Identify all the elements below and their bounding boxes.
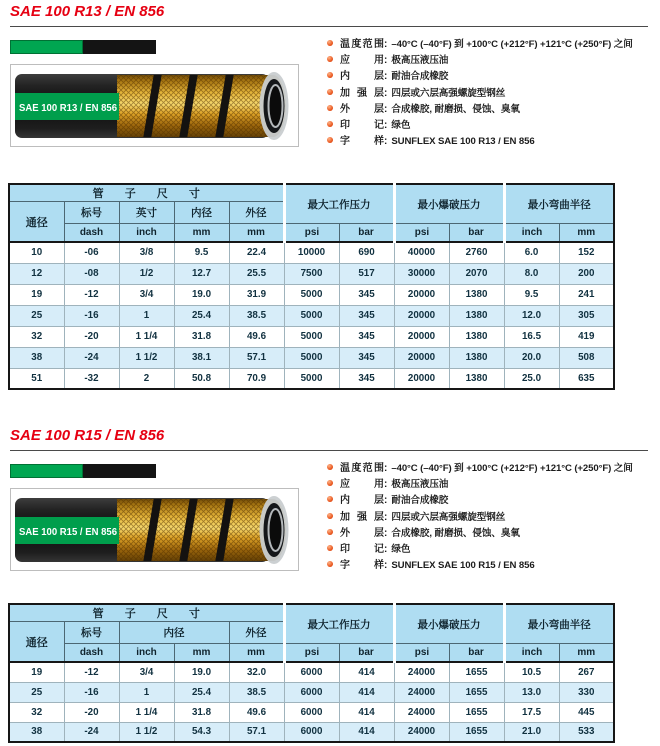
- table-cell: 200: [559, 263, 614, 284]
- table-cell: 152: [559, 242, 614, 263]
- spec-list: [327, 35, 659, 148]
- table-cell: 6.0: [504, 242, 559, 263]
- table-cell: 10.5: [504, 662, 559, 682]
- spec-table-wrap: [8, 603, 615, 743]
- table-cell: 19.0: [174, 662, 229, 682]
- unit-header: psi: [394, 644, 449, 663]
- bullet-icon: [327, 121, 333, 127]
- table-cell: 20000: [394, 284, 449, 305]
- table-cell: -16: [64, 305, 119, 326]
- table-cell: 1380: [449, 347, 504, 368]
- table-cell: -24: [64, 722, 119, 742]
- table-cell: 5000: [284, 347, 339, 368]
- column-header: 最小弯曲半径: [504, 184, 614, 224]
- table-cell: 445: [559, 702, 614, 722]
- green-swatch: [10, 40, 83, 54]
- table-cell: 24000: [394, 722, 449, 742]
- table-cell: 49.6: [229, 702, 284, 722]
- table-cell: 414: [339, 722, 394, 742]
- table-cell: 345: [339, 305, 394, 326]
- spec-colon: :: [384, 463, 388, 474]
- spec-item: [327, 100, 659, 116]
- table-cell: 1: [119, 305, 174, 326]
- spec-label: 应用: [340, 479, 384, 491]
- table-cell: 21.0: [504, 722, 559, 742]
- table-cell: 1380: [449, 284, 504, 305]
- hose-image-frame: [10, 64, 299, 147]
- table-cell: 20000: [394, 347, 449, 368]
- table-row: [9, 326, 614, 347]
- table-cell: 50.8: [174, 368, 229, 389]
- spec-item: [327, 459, 659, 475]
- table-row: [9, 284, 614, 305]
- table-cell: 25.4: [174, 682, 229, 702]
- spec-label: 字样: [340, 560, 384, 572]
- table-cell: 49.6: [229, 326, 284, 347]
- spec-colon: :: [384, 495, 388, 507]
- table-cell: 1655: [449, 722, 504, 742]
- table-cell: 22.4: [229, 242, 284, 263]
- table-cell: 1655: [449, 682, 504, 702]
- table-unit-row: [9, 644, 614, 663]
- spec-colon: :: [384, 560, 388, 572]
- spec-item: [327, 51, 659, 67]
- spec-value: 四层或六层高强螺旋型钢丝: [391, 511, 506, 523]
- table-cell: 1 1/4: [119, 326, 174, 347]
- table-cell: 19: [9, 662, 64, 682]
- table-cell: 267: [559, 662, 614, 682]
- unit-header: mm: [174, 644, 229, 663]
- table-row: [9, 722, 614, 742]
- unit-header: bar: [449, 224, 504, 243]
- table-cell: 345: [339, 347, 394, 368]
- spec-label: 加强层: [340, 511, 384, 523]
- unit-header: dash: [64, 644, 119, 663]
- table-cell: 19: [9, 284, 64, 305]
- bullet-icon: [327, 464, 333, 470]
- bullet-icon: [327, 496, 333, 502]
- table-cell: 345: [339, 284, 394, 305]
- hose-label: SAE 100 R13 / EN 856: [19, 103, 118, 114]
- table-cell: 1/2: [119, 263, 174, 284]
- column-header: 标号: [64, 622, 119, 644]
- spec-colon: :: [384, 543, 388, 555]
- table-cell: 1380: [449, 326, 504, 347]
- spec-value: –40°C (–40°F) 到 +100°C (+212°F) +121°C (+250°F) 之间: [391, 39, 633, 50]
- spec-table: [8, 603, 615, 743]
- spec-label: 应用: [340, 55, 384, 67]
- color-swatches: [10, 40, 156, 54]
- title-divider: [10, 450, 648, 451]
- hose-image-frame: [10, 488, 299, 571]
- unit-header: inch: [119, 224, 174, 243]
- color-swatches: [10, 464, 156, 478]
- unit-header: inch: [504, 224, 559, 243]
- spec-colon: :: [384, 103, 388, 115]
- table-cell: 20000: [394, 305, 449, 326]
- spec-item: [327, 132, 659, 148]
- table-cell: 38: [9, 347, 64, 368]
- table-cell: 345: [339, 326, 394, 347]
- table-cell: 10: [9, 242, 64, 263]
- table-row: [9, 368, 614, 389]
- spec-item: [327, 491, 659, 507]
- table-cell: 20000: [394, 326, 449, 347]
- spec-item: [327, 116, 659, 132]
- black-swatch: [83, 464, 156, 478]
- table-cell: 690: [339, 242, 394, 263]
- bullet-icon: [327, 545, 333, 551]
- table-row: [9, 242, 614, 263]
- table-cell: 38: [9, 722, 64, 742]
- title-divider: [10, 26, 648, 27]
- table-cell: 31.8: [174, 702, 229, 722]
- column-header: 通径: [9, 622, 64, 663]
- table-cell: 414: [339, 662, 394, 682]
- spec-colon: :: [384, 55, 388, 67]
- bullet-icon: [327, 105, 333, 111]
- table-row: [9, 702, 614, 722]
- column-header: 英寸: [119, 202, 174, 224]
- unit-header: bar: [339, 644, 394, 663]
- spec-value: 极高压液压油: [391, 479, 449, 491]
- table-cell: 24000: [394, 682, 449, 702]
- table-cell: 25: [9, 682, 64, 702]
- table-cell: 32.0: [229, 662, 284, 682]
- column-header: 管 子 尺 寸: [9, 604, 284, 622]
- table-cell: 635: [559, 368, 614, 389]
- unit-header: psi: [284, 224, 339, 243]
- table-cell: 25: [9, 305, 64, 326]
- unit-header: bar: [339, 224, 394, 243]
- spec-label: 温度范围: [340, 463, 384, 474]
- unit-header: psi: [394, 224, 449, 243]
- spec-value: 绿色: [391, 543, 411, 555]
- spec-colon: :: [384, 136, 388, 148]
- table-cell: 414: [339, 682, 394, 702]
- unit-header: mm: [174, 224, 229, 243]
- column-header: 最小弯曲半径: [504, 604, 614, 644]
- spec-value: 绿色: [391, 119, 411, 131]
- spec-value: 耐油合成橡胶: [391, 495, 449, 507]
- table-cell: 8.0: [504, 263, 559, 284]
- unit-header: mm: [229, 224, 284, 243]
- spec-item: [327, 540, 659, 556]
- table-cell: -12: [64, 662, 119, 682]
- table-cell: 6000: [284, 702, 339, 722]
- table-cell: 5000: [284, 305, 339, 326]
- table-cell: 10000: [284, 242, 339, 263]
- spec-colon: :: [384, 479, 388, 491]
- table-cell: 305: [559, 305, 614, 326]
- unit-header: inch: [504, 644, 559, 663]
- table-cell: 6000: [284, 662, 339, 682]
- table-cell: 1655: [449, 662, 504, 682]
- table-cell: 57.1: [229, 347, 284, 368]
- spec-label: 印记: [340, 543, 384, 555]
- column-header: 最大工作压力: [284, 184, 394, 224]
- table-cell: 1380: [449, 368, 504, 389]
- section-r15: [0, 424, 660, 746]
- table-cell: 12.0: [504, 305, 559, 326]
- bullet-icon: [327, 529, 333, 535]
- spec-label: 字样: [340, 136, 384, 148]
- table-cell: 20.0: [504, 347, 559, 368]
- table-row: [9, 347, 614, 368]
- table-cell: 7500: [284, 263, 339, 284]
- table-row: [9, 662, 614, 682]
- table-cell: 25.0: [504, 368, 559, 389]
- table-cell: 38.1: [174, 347, 229, 368]
- spec-table: [8, 183, 615, 390]
- table-cell: 32: [9, 702, 64, 722]
- unit-header: bar: [449, 644, 504, 663]
- spec-label: 加强层: [340, 87, 384, 99]
- table-cell: 330: [559, 682, 614, 702]
- table-cell: 20000: [394, 368, 449, 389]
- spec-list: [327, 459, 659, 572]
- table-cell: -20: [64, 702, 119, 722]
- column-header: 标号: [64, 202, 119, 224]
- column-header: 管 子 尺 寸: [9, 184, 284, 202]
- column-header: 通径: [9, 202, 64, 243]
- black-swatch: [83, 40, 156, 54]
- spec-value: 四层或六层高强螺旋型钢丝: [391, 87, 506, 99]
- bullet-icon: [327, 56, 333, 62]
- table-cell: 57.1: [229, 722, 284, 742]
- table-cell: 25.5: [229, 263, 284, 284]
- table-cell: 1: [119, 682, 174, 702]
- column-header: 外径: [229, 622, 284, 644]
- table-cell: 533: [559, 722, 614, 742]
- spec-item: [327, 475, 659, 491]
- table-unit-row: [9, 224, 614, 243]
- spec-colon: :: [384, 119, 388, 131]
- table-cell: 12.7: [174, 263, 229, 284]
- table-cell: -08: [64, 263, 119, 284]
- table-cell: -32: [64, 368, 119, 389]
- table-cell: 5000: [284, 326, 339, 347]
- spec-label: 印记: [340, 119, 384, 131]
- table-cell: 5000: [284, 284, 339, 305]
- table-cell: 5000: [284, 368, 339, 389]
- spec-colon: :: [384, 87, 388, 99]
- bullet-icon: [327, 40, 333, 46]
- spec-item: [327, 67, 659, 83]
- spec-value: 合成橡胶, 耐磨损、侵蚀、臭氧: [391, 103, 520, 115]
- unit-header: inch: [119, 644, 174, 663]
- bullet-icon: [327, 72, 333, 78]
- spec-label: 内层: [340, 495, 384, 507]
- spec-colon: :: [384, 511, 388, 523]
- spec-colon: :: [384, 527, 388, 539]
- table-cell: 1380: [449, 305, 504, 326]
- bullet-icon: [327, 480, 333, 486]
- table-cell: -16: [64, 682, 119, 702]
- unit-header: dash: [64, 224, 119, 243]
- bullet-icon: [327, 89, 333, 95]
- table-cell: 6000: [284, 722, 339, 742]
- table-cell: 1 1/4: [119, 702, 174, 722]
- spec-label: 外层: [340, 103, 384, 115]
- green-swatch: [10, 464, 83, 478]
- table-cell: 1 1/2: [119, 347, 174, 368]
- hose-bore-lip: [269, 509, 283, 551]
- bullet-icon: [327, 561, 333, 567]
- hose-illustration: [11, 489, 298, 570]
- table-cell: 31.9: [229, 284, 284, 305]
- table-row: [9, 263, 614, 284]
- spec-value: SUNFLEX SAE 100 R15 / EN 856: [391, 560, 535, 572]
- table-cell: 241: [559, 284, 614, 305]
- table-row: [9, 682, 614, 702]
- table-cell: 17.5: [504, 702, 559, 722]
- table-cell: 9.5: [174, 242, 229, 263]
- table-cell: 70.9: [229, 368, 284, 389]
- table-cell: 54.3: [174, 722, 229, 742]
- table-cell: 12: [9, 263, 64, 284]
- table-cell: 24000: [394, 702, 449, 722]
- spec-item: [327, 556, 659, 572]
- table-cell: 13.0: [504, 682, 559, 702]
- column-header: 最大工作压力: [284, 604, 394, 644]
- table-cell: 2070: [449, 263, 504, 284]
- spec-value: –40°C (–40°F) 到 +100°C (+212°F) +121°C (+250°F) 之间: [391, 463, 633, 474]
- table-cell: 419: [559, 326, 614, 347]
- spec-value: 合成橡胶, 耐磨损、侵蚀、臭氧: [391, 527, 520, 539]
- column-header: 最小爆破压力: [394, 184, 504, 224]
- spec-value: 耐油合成橡胶: [391, 71, 449, 83]
- hose-label: SAE 100 R15 / EN 856: [19, 527, 118, 538]
- table-cell: 345: [339, 368, 394, 389]
- spec-colon: :: [384, 71, 388, 83]
- spec-value: SUNFLEX SAE 100 R13 / EN 856: [391, 136, 535, 148]
- table-cell: 2760: [449, 242, 504, 263]
- table-cell: 16.5: [504, 326, 559, 347]
- spec-colon: :: [384, 39, 388, 50]
- table-cell: 32: [9, 326, 64, 347]
- spec-label: 外层: [340, 527, 384, 539]
- table-cell: 25.4: [174, 305, 229, 326]
- table-cell: 508: [559, 347, 614, 368]
- table-cell: 38.5: [229, 305, 284, 326]
- hose-illustration: [11, 65, 298, 146]
- table-cell: 51: [9, 368, 64, 389]
- hose-bore-lip: [269, 85, 283, 127]
- table-cell: 414: [339, 702, 394, 722]
- unit-header: psi: [284, 644, 339, 663]
- table-header-row: [9, 184, 614, 202]
- table-cell: 1 1/2: [119, 722, 174, 742]
- table-cell: 517: [339, 263, 394, 284]
- unit-header: mm: [229, 644, 284, 663]
- column-header: 内径: [174, 202, 229, 224]
- table-cell: -06: [64, 242, 119, 263]
- table-cell: 24000: [394, 662, 449, 682]
- table-cell: 3/4: [119, 662, 174, 682]
- unit-header: mm: [559, 644, 614, 663]
- bullet-icon: [327, 513, 333, 519]
- spec-item: [327, 35, 659, 51]
- table-cell: 3/4: [119, 284, 174, 305]
- unit-header: mm: [559, 224, 614, 243]
- table-cell: -24: [64, 347, 119, 368]
- bullet-icon: [327, 137, 333, 143]
- section-title: SAE 100 R15 / EN 856: [10, 427, 165, 444]
- table-header-row: [9, 604, 614, 622]
- table-cell: 30000: [394, 263, 449, 284]
- table-row: [9, 305, 614, 326]
- table-cell: 6000: [284, 682, 339, 702]
- table-cell: -20: [64, 326, 119, 347]
- column-header: 内径: [119, 622, 229, 644]
- table-cell: 40000: [394, 242, 449, 263]
- column-header: 最小爆破压力: [394, 604, 504, 644]
- section-title: SAE 100 R13 / EN 856: [10, 3, 165, 20]
- column-header: 外径: [229, 202, 284, 224]
- spec-item: [327, 508, 659, 524]
- spec-label: 内层: [340, 71, 384, 83]
- spec-table-wrap: [8, 183, 615, 390]
- spec-item: [327, 84, 659, 100]
- spec-value: 极高压液压油: [391, 55, 449, 67]
- spec-item: [327, 524, 659, 540]
- table-cell: -12: [64, 284, 119, 305]
- spec-label: 温度范围: [340, 39, 384, 50]
- table-cell: 2: [119, 368, 174, 389]
- table-cell: 19.0: [174, 284, 229, 305]
- table-cell: 31.8: [174, 326, 229, 347]
- table-cell: 1655: [449, 702, 504, 722]
- table-cell: 9.5: [504, 284, 559, 305]
- table-cell: 38.5: [229, 682, 284, 702]
- table-cell: 3/8: [119, 242, 174, 263]
